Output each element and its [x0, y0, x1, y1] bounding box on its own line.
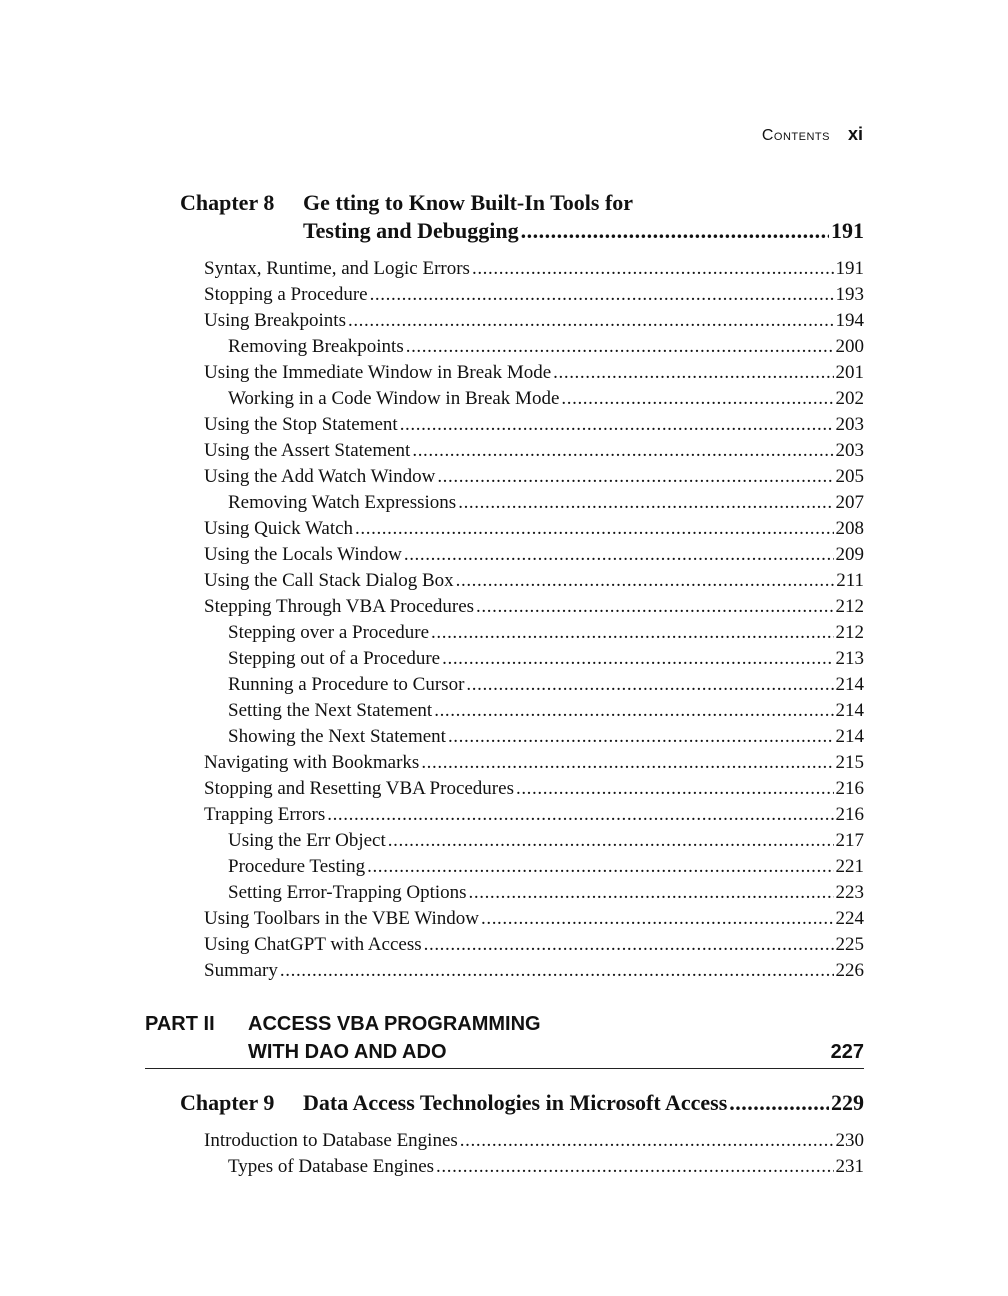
dot-leader — [434, 698, 833, 724]
toc-entry — [204, 464, 864, 490]
toc-entry — [204, 490, 864, 516]
toc-entry-page: 224 — [835, 908, 864, 929]
toc-entry — [204, 776, 864, 802]
chapter-8-heading — [180, 189, 864, 245]
toc-entry-title: Using the Call Stack Dialog Box — [204, 570, 454, 591]
toc-entry-title: Navigating with Bookmarks — [204, 752, 420, 773]
toc-entry-title: Using the Immediate Window in Break Mode — [204, 362, 552, 383]
toc-entry-title: Stepping Through VBA Procedures — [204, 596, 475, 617]
toc-entry — [204, 1128, 864, 1154]
dot-leader — [280, 958, 834, 984]
toc-entry-page: 223 — [835, 882, 864, 903]
chapter-8-entries — [204, 256, 864, 984]
toc-entry — [204, 412, 864, 438]
toc-entry-title: Summary — [204, 960, 278, 981]
toc-entry — [204, 932, 864, 958]
dot-leader — [476, 594, 833, 620]
toc-entry — [204, 386, 864, 412]
toc-entry — [204, 620, 864, 646]
toc-entry-title: Using Quick Watch — [204, 518, 354, 539]
toc-entry-page: 217 — [835, 830, 864, 851]
dot-leader — [521, 217, 829, 245]
part-2-label: PART II — [145, 1013, 215, 1035]
dot-leader — [466, 672, 833, 698]
toc-entry-page: 214 — [835, 674, 864, 695]
toc-entry-page: 207 — [835, 492, 864, 513]
toc-entry — [204, 854, 864, 880]
toc-entry-page: 208 — [835, 518, 864, 539]
toc-entry-page: 202 — [835, 388, 864, 409]
toc-entry-page: 216 — [835, 778, 864, 799]
toc-entry-title: Setting the Next Statement — [228, 700, 433, 721]
dot-leader — [388, 828, 834, 854]
part-2-title-text-1: ACCESS VBA PROGRAMMING — [248, 1013, 541, 1035]
dot-leader — [327, 802, 833, 828]
toc-entry — [204, 828, 864, 854]
toc-entry — [204, 542, 864, 568]
dot-leader — [404, 542, 834, 568]
toc-entry-title: Syntax, Runtime, and Logic Errors — [204, 258, 470, 279]
toc-entry-title: Using Toolbars in the VBE Window — [204, 908, 479, 929]
chapter-9-label: Chapter 9 — [180, 1090, 275, 1115]
toc-entry-title: Stepping out of a Procedure — [228, 648, 441, 669]
toc-entry — [204, 438, 864, 464]
dot-leader — [469, 880, 834, 906]
dot-leader — [729, 1089, 829, 1117]
toc-entry-title: Using the Add Watch Window — [204, 466, 436, 487]
toc-entry-title: Stopping and Resetting VBA Procedures — [204, 778, 514, 799]
dot-leader — [412, 438, 833, 464]
dot-leader — [481, 906, 834, 932]
toc-entry-page: 231 — [835, 1156, 864, 1177]
dot-leader — [456, 568, 835, 594]
toc-entry-title: Using the Stop Statement — [204, 414, 398, 435]
toc-entry — [204, 334, 864, 360]
toc-entry-page: 221 — [835, 856, 864, 877]
toc-entry-page: 212 — [835, 596, 864, 617]
toc-entry-page: 203 — [835, 440, 864, 461]
dot-leader — [437, 464, 833, 490]
toc-entry-page: 212 — [835, 622, 864, 643]
toc-entry — [204, 594, 864, 620]
running-header — [762, 124, 863, 145]
part-2-title-line-1 — [248, 1010, 864, 1038]
part-2-title-text-2: WITH DAO AND ADO — [248, 1041, 447, 1063]
chapter-9-heading — [180, 1089, 864, 1117]
toc-entry-page: 230 — [835, 1130, 864, 1151]
toc-entry — [204, 1154, 864, 1180]
toc-entry-page: 191 — [835, 258, 864, 279]
toc-entry — [204, 750, 864, 776]
dot-leader — [348, 308, 834, 334]
toc-entry-page: 216 — [835, 804, 864, 825]
dot-leader — [516, 776, 834, 802]
toc-entry-title: Removing Watch Expressions — [228, 492, 457, 513]
header-contents-label: Contents — [761, 127, 830, 144]
dot-leader — [400, 412, 834, 438]
dot-leader — [553, 360, 833, 386]
part-2-title-line-2 — [248, 1038, 864, 1066]
toc-entry-page: 211 — [836, 570, 864, 591]
dot-leader — [431, 620, 833, 646]
toc-entry-title: Procedure Testing — [228, 856, 366, 877]
chapter-9-entries — [204, 1128, 864, 1180]
part-2-heading — [145, 1010, 864, 1069]
toc-entry-title: Using Breakpoints — [204, 310, 346, 331]
dot-leader — [370, 282, 834, 308]
chapter-9-title-text: Data Access Technologies in Microsoft Access — [303, 1090, 728, 1115]
toc-entry-title: Stepping over a Procedure — [228, 622, 430, 643]
chapter-8-title-text-2: Testing and Debugging — [303, 218, 519, 243]
chapter-8-title-line-1 — [303, 189, 864, 217]
dot-leader — [458, 490, 833, 516]
toc-entry — [204, 724, 864, 750]
toc-entry — [204, 880, 864, 906]
toc-entry — [204, 568, 864, 594]
toc-entry-page: 205 — [835, 466, 864, 487]
dot-leader — [355, 516, 833, 542]
toc-entry-page: 209 — [835, 544, 864, 565]
chapter-9-title-line — [303, 1089, 864, 1117]
toc-entry — [204, 308, 864, 334]
chapter-8-title-text-1: Ge tting to Know Built-In Tools for — [303, 190, 634, 215]
toc-entry — [204, 958, 864, 984]
toc-entry — [204, 802, 864, 828]
dot-leader — [442, 646, 833, 672]
toc-entry-page: 214 — [835, 700, 864, 721]
chapter-8-label: Chapter 8 — [180, 190, 275, 215]
toc-entry-page: 194 — [835, 310, 864, 331]
toc-entry-title: Removing Breakpoints — [228, 336, 404, 357]
chapter-9-page: 229 — [831, 1090, 864, 1115]
toc-entry-title: Running a Procedure to Cursor — [228, 674, 465, 695]
dot-leader — [367, 854, 833, 880]
chapter-8-title-line-2 — [303, 217, 864, 245]
toc-entry-title: Working in a Code Window in Break Mode — [228, 388, 560, 409]
toc-entry-title: Introduction to Database Engines — [204, 1130, 458, 1151]
dot-leader — [421, 750, 833, 776]
toc-entry-page: 201 — [835, 362, 864, 383]
dot-leader — [460, 1128, 834, 1154]
toc-entry-title: Types of Database Engines — [228, 1156, 435, 1177]
dot-leader — [424, 932, 834, 958]
toc-entry-title: Using the Locals Window — [204, 544, 402, 565]
toc-entry-page: 213 — [835, 648, 864, 669]
dot-leader — [436, 1154, 833, 1180]
toc-entry — [204, 516, 864, 542]
toc-entry-title: Stopping a Procedure — [204, 284, 368, 305]
toc-entry — [204, 672, 864, 698]
toc-entry — [204, 646, 864, 672]
toc-entry-title: Using ChatGPT with Access — [204, 934, 422, 955]
toc-entry-page: 193 — [835, 284, 864, 305]
dot-leader — [472, 256, 834, 282]
toc-entry-title: Using the Err Object — [228, 830, 386, 851]
toc-entry-page: 215 — [835, 752, 864, 773]
toc-entry — [204, 698, 864, 724]
part-2-page: 227 — [830, 1041, 864, 1063]
toc-entry-page: 225 — [835, 934, 864, 955]
toc-entry-title: Showing the Next Statement — [228, 726, 446, 747]
toc-entry — [204, 282, 864, 308]
toc-entry — [204, 256, 864, 282]
toc-entry-title: Trapping Errors — [204, 804, 326, 825]
toc-entry — [204, 360, 864, 386]
toc-entry-page: 214 — [835, 726, 864, 747]
dot-leader — [561, 386, 833, 412]
toc-entry-page: 203 — [835, 414, 864, 435]
toc-entry-page: 200 — [835, 336, 864, 357]
toc-entry-title: Setting Error-Trapping Options — [228, 882, 467, 903]
dot-leader — [448, 724, 834, 750]
dot-leader — [406, 334, 834, 360]
chapter-8-page: 191 — [831, 218, 864, 243]
toc-entry — [204, 906, 864, 932]
toc-entry-page: 226 — [835, 960, 864, 981]
toc-entry-title: Using the Assert Statement — [204, 440, 411, 461]
header-page-number: xi — [847, 124, 863, 144]
